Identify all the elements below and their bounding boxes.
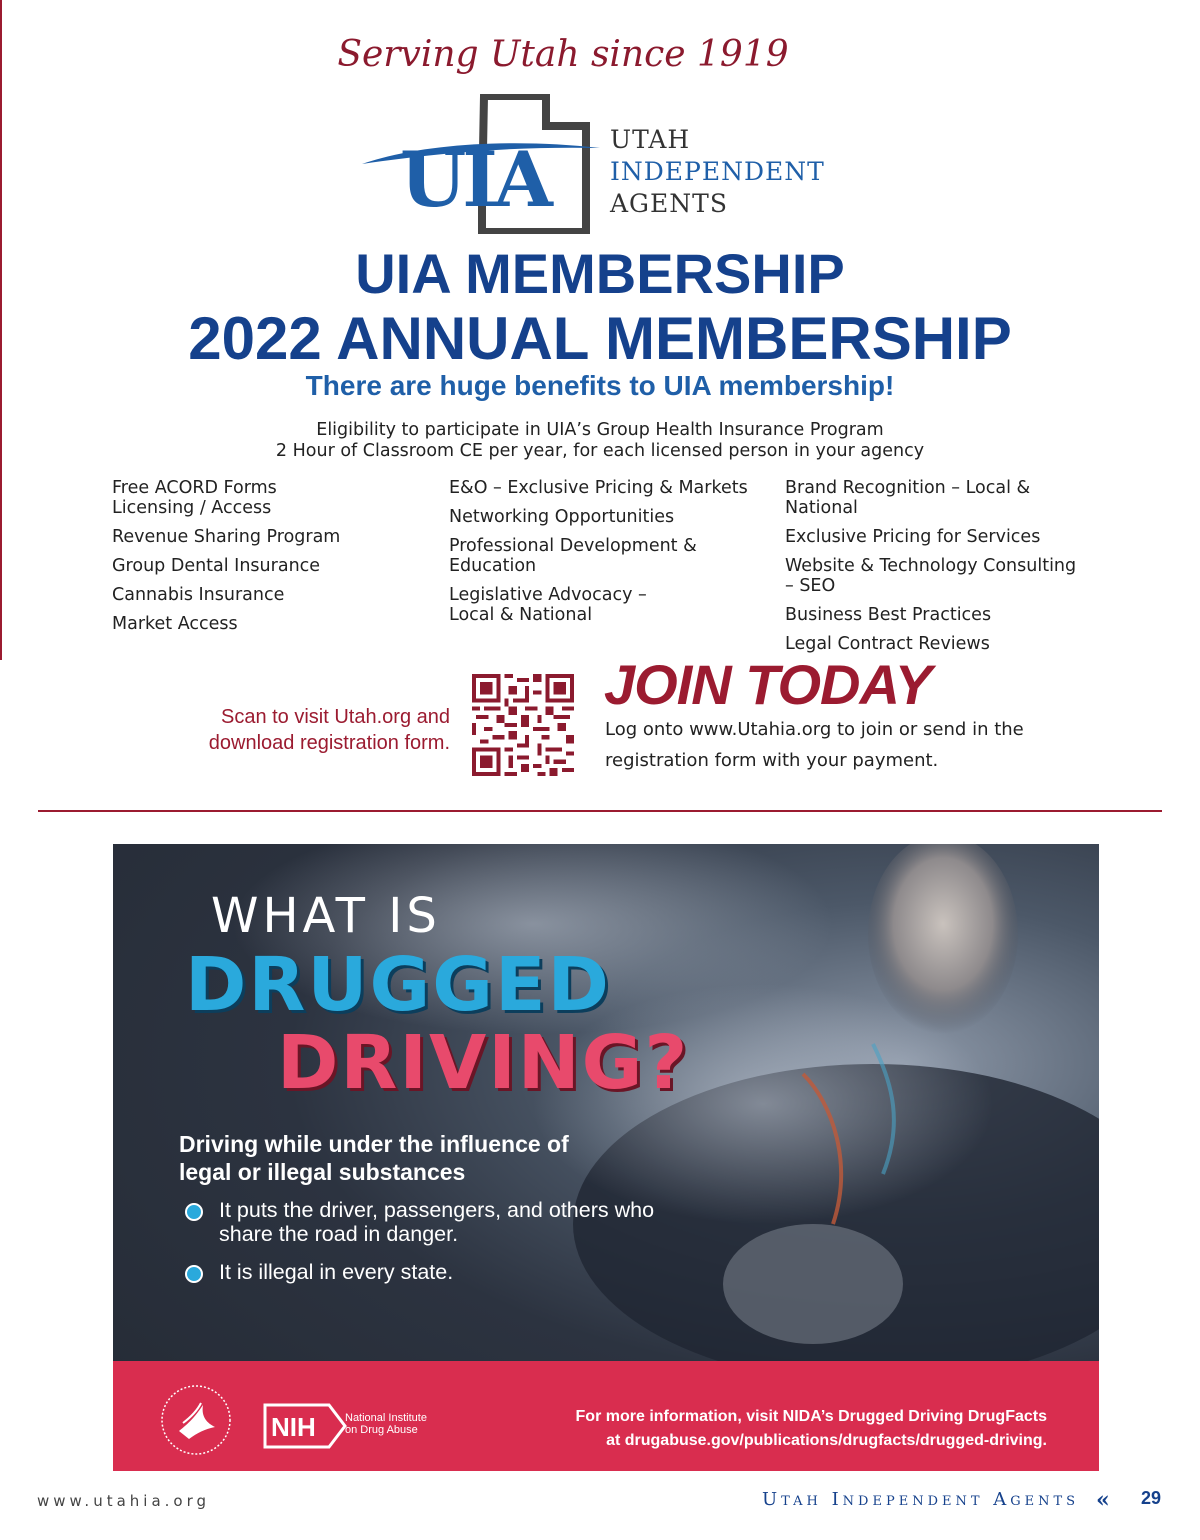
logo-line-independent: INDEPENDENT: [610, 157, 825, 186]
benefits-column-2: [449, 478, 769, 634]
join-today-heading: JOIN TODAY: [604, 653, 932, 716]
ad-bullet-list: [183, 1198, 683, 1298]
footer-website[interactable]: www.utahia.org: [37, 1492, 211, 1510]
tagline: Serving Utah since 1919: [337, 34, 789, 75]
nida-line: on Drug Abuse: [345, 1424, 418, 1436]
uia-logo-letters: UIA: [400, 135, 549, 224]
ad-driving: DRIVING?: [277, 1020, 690, 1106]
benefit-item: Cannabis Insurance: [112, 585, 285, 605]
benefit-item: Website & Technology Consulting – SEO: [785, 556, 1077, 596]
eligibility-block: [0, 420, 1200, 462]
membership-heading: UIA MEMBERSHIP: [355, 242, 845, 305]
eligibility-line: Eligibility to participate in UIA’s Group Health Insurance Program: [316, 420, 884, 440]
page-number: 29: [1141, 1488, 1162, 1508]
benefit-item: Market Access: [112, 614, 238, 634]
logo-line-agents: AGENTS: [610, 189, 728, 218]
benefit-item: Legal Contract Reviews: [785, 634, 990, 654]
benefit-item: Networking Opportunities: [449, 507, 675, 527]
bullet-dot-icon: [185, 1203, 203, 1221]
ad-what-is: WHAT IS: [211, 888, 441, 944]
benefits-column-1: [112, 478, 432, 643]
benefit-item: Revenue Sharing Program: [112, 527, 341, 547]
uia-logo-mark: [360, 94, 610, 234]
benefit-item: Business Best Practices: [785, 605, 992, 625]
benefit-item: Group Dental Insurance: [112, 556, 321, 576]
nih-logo-icon: [263, 1403, 347, 1449]
footer-publication-name: Utah Independent Agents: [762, 1489, 1080, 1510]
qr-code-icon[interactable]: [472, 674, 574, 776]
benefit-item: E&O – Exclusive Pricing & Markets: [449, 478, 748, 498]
more-info-url[interactable]: at drugabuse.gov/publications/drugfacts/drugged-driving.: [606, 1432, 1047, 1449]
hhs-seal-icon: [159, 1383, 233, 1457]
ad-bullet: [183, 1260, 683, 1284]
join-today-description: Log onto www.Utahia.org to join or send in the registration form with your payment.: [605, 719, 1024, 771]
nida-line: National Institute: [345, 1412, 427, 1424]
ad-bullet: [183, 1198, 683, 1246]
benefit-item: Legislative Advocacy – Local & National: [449, 585, 647, 625]
scan-line: download registration form.: [208, 732, 450, 754]
benefit-item: Free ACORD Forms Licensing / Access: [112, 478, 277, 518]
ad-bullet-text: It puts the driver, passengers, and others who share the road in danger.: [219, 1198, 655, 1246]
more-info-text: [493, 1405, 1047, 1453]
logo-line-utah: UTAH: [610, 125, 691, 154]
annual-membership-heading: 2022 ANNUAL MEMBERSHIP: [188, 305, 1012, 372]
ad-bullet-text: It is illegal in every state.: [219, 1260, 454, 1284]
uia-logo-wordmark: [610, 124, 825, 220]
benefit-item: Exclusive Pricing for Services: [785, 527, 1041, 547]
scan-instructions: [150, 704, 450, 756]
nih-logo-text: NIH: [271, 1412, 316, 1442]
benefits-subtitle: There are huge benefits to UIA membership!: [305, 370, 895, 401]
ad-intro: Driving while under the influence of legal or illegal substances: [179, 1131, 569, 1185]
drugged-driving-ad: [113, 844, 1099, 1471]
nida-label: [345, 1412, 427, 1436]
section-divider: [38, 810, 1162, 812]
benefit-item: Professional Development & Education: [449, 536, 697, 576]
scan-line: Scan to visit Utah.org and: [220, 706, 450, 728]
benefit-item: Brand Recognition – Local & National: [785, 478, 1031, 518]
more-info-line: For more information, visit NIDA’s Drugged Driving DrugFacts: [575, 1408, 1047, 1425]
bullet-dot-icon: [185, 1265, 203, 1283]
ad-footer-band: [113, 1361, 1099, 1471]
ad-drugged: DRUGGED: [185, 942, 611, 1028]
eligibility-line: 2 Hour of Classroom CE per year, for each licensed person in your agency: [275, 441, 925, 461]
uia-logo: [360, 94, 830, 234]
double-chevron-icon: «: [1096, 1487, 1110, 1513]
benefits-column-3: [785, 478, 1105, 663]
